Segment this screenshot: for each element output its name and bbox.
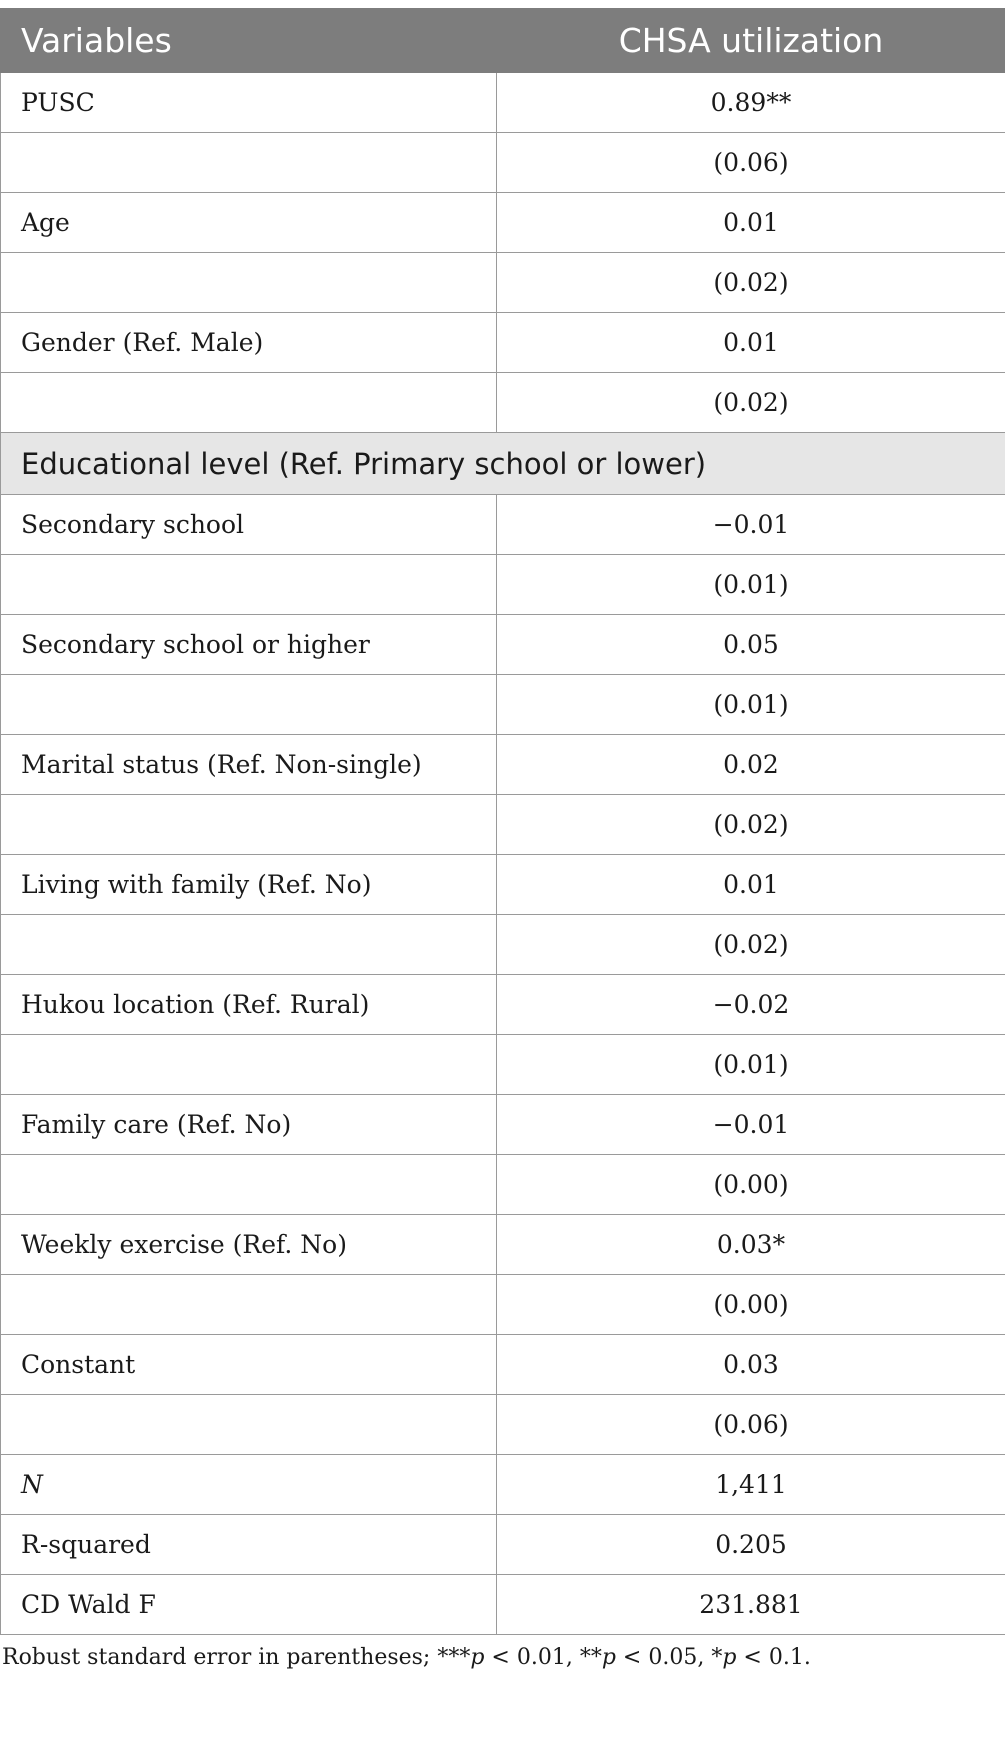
variable-cell: Gender (Ref. Male) (1, 313, 497, 373)
variable-cell: Secondary school or higher (1, 615, 497, 675)
header-chsa-utilization: CHSA utilization (497, 9, 1005, 73)
footnote-significance-levels (437, 1645, 810, 1670)
table-row (1, 855, 1005, 915)
section-header-row (1, 433, 1005, 495)
footnote-p-symbol: p (470, 1645, 485, 1670)
value-cell: (0.01) (497, 675, 1005, 735)
value-cell: 0.02 (497, 735, 1005, 795)
table-row (1, 615, 1005, 675)
value-cell: (0.00) (497, 1155, 1005, 1215)
value-cell: (0.02) (497, 795, 1005, 855)
value-cell: 1,411 (497, 1455, 1005, 1515)
table-row (1, 1515, 1005, 1575)
footnote-lead: Robust standard error in parentheses; (2, 1645, 438, 1670)
table-footnote (2, 1645, 1005, 1670)
value-cell: 0.01 (497, 855, 1005, 915)
value-cell: (0.02) (497, 915, 1005, 975)
footnote-threshold: < 0.1. (736, 1645, 811, 1670)
variable-cell (1, 1395, 497, 1455)
variable-cell: N (1, 1455, 497, 1515)
table-row (1, 495, 1005, 555)
variable-cell (1, 373, 497, 433)
variable-cell: PUSC (1, 73, 497, 133)
table-row (1, 1335, 1005, 1395)
footnote-stars: *** (437, 1645, 471, 1670)
value-cell: 0.205 (497, 1515, 1005, 1575)
table-row (1, 735, 1005, 795)
table-row (1, 1455, 1005, 1515)
value-cell: 0.89** (497, 73, 1005, 133)
value-cell: (0.02) (497, 253, 1005, 313)
variable-cell: Age (1, 193, 497, 253)
table-row (1, 675, 1005, 735)
table-row (1, 373, 1005, 433)
value-cell: 0.03* (497, 1215, 1005, 1275)
table-row (1, 1575, 1005, 1635)
variable-cell (1, 555, 497, 615)
table-row (1, 795, 1005, 855)
table-row (1, 1275, 1005, 1335)
variable-cell: Living with family (Ref. No) (1, 855, 497, 915)
section-header-label: Educational level (Ref. Primary school or lower) (1, 433, 1005, 495)
footnote-threshold: < 0.01, (484, 1645, 580, 1670)
footnote-p-symbol: p (722, 1645, 737, 1670)
table-row (1, 253, 1005, 313)
variable-cell: Secondary school (1, 495, 497, 555)
footnote-threshold: < 0.05, (615, 1645, 712, 1670)
table-row (1, 73, 1005, 133)
value-cell: −0.02 (497, 975, 1005, 1035)
value-cell: 0.05 (497, 615, 1005, 675)
table-header-row (1, 9, 1005, 73)
table-row (1, 193, 1005, 253)
value-cell: (0.01) (497, 555, 1005, 615)
variable-cell (1, 1275, 497, 1335)
value-cell: 0.03 (497, 1335, 1005, 1395)
variable-cell (1, 253, 497, 313)
variable-cell: Constant (1, 1335, 497, 1395)
footnote-stars: * (711, 1645, 723, 1670)
table-row (1, 1395, 1005, 1455)
table-row (1, 1095, 1005, 1155)
value-cell: (0.06) (497, 133, 1005, 193)
value-cell: (0.06) (497, 1395, 1005, 1455)
value-cell: −0.01 (497, 495, 1005, 555)
regression-results-table (0, 8, 1005, 1635)
table-row (1, 133, 1005, 193)
footnote-p-symbol: p (601, 1645, 616, 1670)
results-table-container (0, 8, 1005, 1670)
value-cell: 0.01 (497, 193, 1005, 253)
variable-cell (1, 675, 497, 735)
footnote-stars: ** (579, 1645, 602, 1670)
table-row (1, 555, 1005, 615)
variable-cell: Weekly exercise (Ref. No) (1, 1215, 497, 1275)
value-cell: (0.01) (497, 1035, 1005, 1095)
variable-cell: CD Wald F (1, 1575, 497, 1635)
variable-cell: R-squared (1, 1515, 497, 1575)
table-row (1, 313, 1005, 373)
table-row (1, 975, 1005, 1035)
header-variables: Variables (1, 9, 497, 73)
variable-cell: Hukou location (Ref. Rural) (1, 975, 497, 1035)
table-body (1, 73, 1005, 1635)
value-cell: 231.881 (497, 1575, 1005, 1635)
variable-cell (1, 1035, 497, 1095)
table-row (1, 1215, 1005, 1275)
variable-cell (1, 915, 497, 975)
variable-cell: Marital status (Ref. Non-single) (1, 735, 497, 795)
value-cell: (0.02) (497, 373, 1005, 433)
table-row (1, 1035, 1005, 1095)
variable-cell: Family care (Ref. No) (1, 1095, 497, 1155)
variable-cell (1, 1155, 497, 1215)
value-cell: −0.01 (497, 1095, 1005, 1155)
value-cell: 0.01 (497, 313, 1005, 373)
variable-cell (1, 795, 497, 855)
variable-cell (1, 133, 497, 193)
table-row (1, 1155, 1005, 1215)
table-row (1, 915, 1005, 975)
value-cell: (0.00) (497, 1275, 1005, 1335)
